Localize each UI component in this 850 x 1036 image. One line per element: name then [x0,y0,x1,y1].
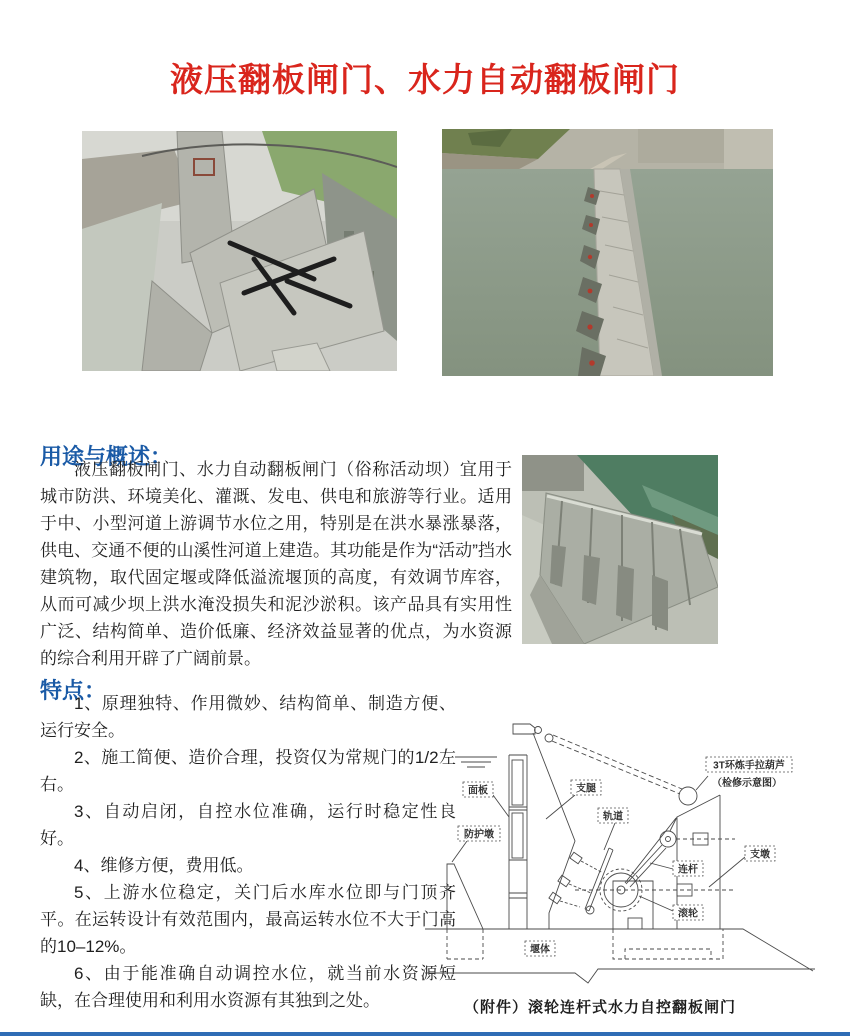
page-title: 液压翻板闸门、水力自动翻板闸门 [170,61,680,99]
feature-item-2: 2、施工简便、造价合理，投资仅为常规门的1/2左右。 [40,748,456,794]
diagram-label-hoist-note: （检修示意图） [712,778,782,789]
foundation-dashed [613,929,723,959]
photo-weir-art [442,129,773,376]
feature-item-5: 5、上游水位稳定，关门后水库水位即与门顶齐平。在运转设计有效范围内，最高运转水位不大于门高的10–12%。 [40,883,456,956]
flap-gate-diagram [425,697,850,1002]
ground-break-line [425,969,815,983]
diagram-label-protection-pier: 防护墩 [464,829,494,841]
flap-gate-diagram-svg [425,697,850,1002]
diagram-label-support-leg: 支腿 [576,783,596,795]
diagram-label-support-pier: 支墩 [750,849,770,861]
diagram-label-roller: 滚轮 [678,908,698,920]
diagram-label-rail: 轨道 [603,811,623,823]
overview-heading: 用途与概述： [40,444,173,470]
protection-pier-outline [447,864,483,929]
diagram-label-panel: 面板 [468,785,488,797]
feature-item-3: 3、自动启闭，自控水位准确，运行时稳定性良好。 [40,802,456,848]
features-heading: 特点： [40,678,107,704]
features-list [40,690,456,1014]
overview-paragraph: 液压翻板闸门、水力自动翻板闸门（俗称活动坝）宜用于城市防洪、环境美化、灌溉、发电、供电和旅游等行业。适用于中、小型河道上游调节水位之用，特别是在洪水暴涨暴落，供电、交通不便的山溪性河道上建造。其功能是作为“活动”挡水建筑物，取代固定堰或降低溢流堰顶的高度，有效调节库容，从而可减少坝上洪水淹没损失和泥沙淤积。该产品具有实用性广泛、结构简单、造价低廉、经济效益显著的优点，为水资源的综合利用开辟了广阔前景。 [40,460,512,668]
photo-gate-mechanism-closeup [82,131,397,371]
photo-gate-mechanism-art [82,131,397,371]
water-level-icon [455,757,497,767]
photo-weir-across-river [442,129,773,376]
bottom-rule [0,1032,850,1036]
diagram-label-connecting-rod: 连杆 [678,864,698,876]
support-leg-strut [533,733,575,929]
pier-pulley [660,831,676,847]
diagram-label-weir-body: 堰体 [530,944,550,956]
diagram-label-hoist: 3T环炼手拉葫芦 [713,760,785,772]
feature-item-1: 1、原理独特、作用微妙、结构简单、制造方便、运行安全。 [40,694,456,740]
photo-gate-downstream-view [522,455,718,644]
feature-item-4: 4、维修方便，费用低。 [74,856,254,875]
photo-downstream-art [522,455,718,644]
hoist-pulley [679,787,697,805]
feature-item-6: 6、由于能准确自动调控水位，就当前水资源短缺，在合理使用和利用水资源有其独到之处。 [40,964,456,1010]
diagram-caption: （附件）滚轮连杆式水力自控翻板闸门 [463,999,736,1016]
